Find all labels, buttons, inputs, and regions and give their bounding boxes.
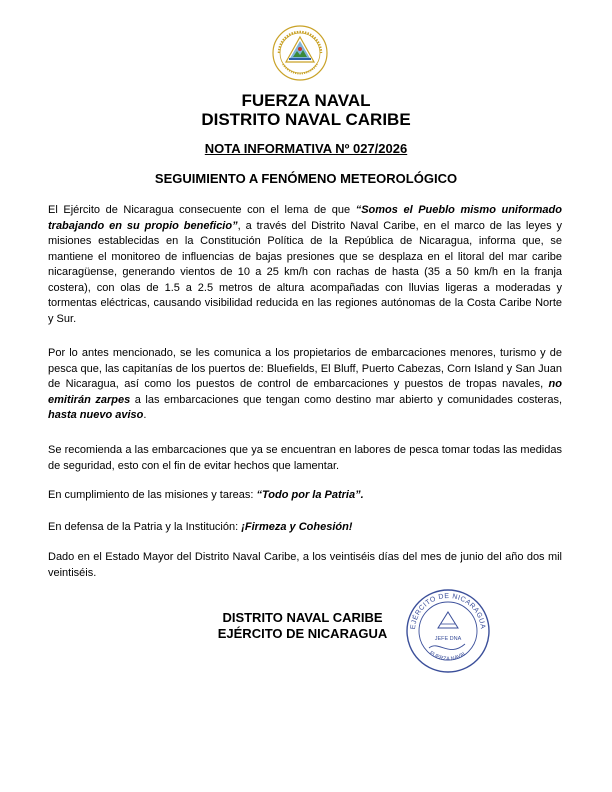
paragraph-intro: El Ejército de Nicaragua consecuente con el lema de que “Somos el Pueblo mismo uniformado trabajando en su propio beneficio”, a través del Distrito Naval Caribe, en el marco de las leyes y misiones establecidas en la Constitución Política de la República de Nicaragua, informa que, se mantiene el monitoreo de influencias de bajas presiones que se desplaza en el litoral del mar caribe nicaragüense, generando vientos de 10 a 25 km/h con rachas de hasta (35 a 50 km/h en la franja costera), con olas de 1.5 a 2.5 metros de altura acompañadas con lluvias ligeras a moderadas y tormentas eléctricas, causando visibilidad reducida en las regiones autónomas de la Costa Caribe Norte y Sur.	[48, 204, 562, 325]
stamp-outer-text: EJÉRCITO DE NICARAGUA	[409, 592, 487, 630]
paragraph-notice: Por lo antes mencionado, se les comunica a los propietarios de embarcaciones menores, turismo y de pesca que, las capitanías de los puertos de: Bluefields, El Bluff, Puerto Cabezas, Corn Island y San Juan de Nicaragua, así como los puestos de control de embarcaciones y puestos de tropas navales, no emitirán zarpes a las embarcaciones que tengan como destino mar abierto y comunidades costeras, hasta nuevo aviso.	[48, 347, 563, 421]
svg-text:FUERZA NAVAL	[428, 650, 468, 662]
organization-name: FUERZA NAVAL	[241, 91, 371, 110]
signature-line-1: DISTRITO NAVAL CARIBE	[222, 610, 383, 625]
note-subject: SEGUIMIENTO A FENÓMENO METEOROLÓGICO	[154, 171, 458, 186]
paragraph-motto-2: En defensa de la Patria y la Institución: ¡Firmeza y Cohesión!	[48, 521, 353, 533]
district-name: DISTRITO NAVAL CARIBE	[201, 110, 411, 129]
stamp-center-text: JEFE DNA	[434, 636, 462, 642]
signature-line-2: EJÉRCITO DE NICARAGUA	[217, 626, 388, 641]
paragraph-date: Dado en el Estado Mayor del Distrito Naval Caribe, a los veintiséis días del mes de junio del año dos mil veintiséis.	[48, 551, 562, 579]
paragraph-recommendation: Se recomienda a las embarcaciones que ya se encuentran en labores de pesca tomar todas las medidas de seguridad, esto con el fin de evitar hechos que lamentar.	[48, 444, 562, 472]
official-stamp-icon	[405, 588, 491, 674]
paragraph-motto-1: En cumplimiento de las misiones y tareas: “Todo por la Patria”.	[48, 489, 364, 501]
stamp-bottom-text: FUERZA NAVAL	[428, 650, 468, 663]
note-title: NOTA INFORMATIVA Nº 027/2026	[204, 141, 408, 156]
nicaragua-coat-of-arms-icon	[271, 24, 329, 82]
